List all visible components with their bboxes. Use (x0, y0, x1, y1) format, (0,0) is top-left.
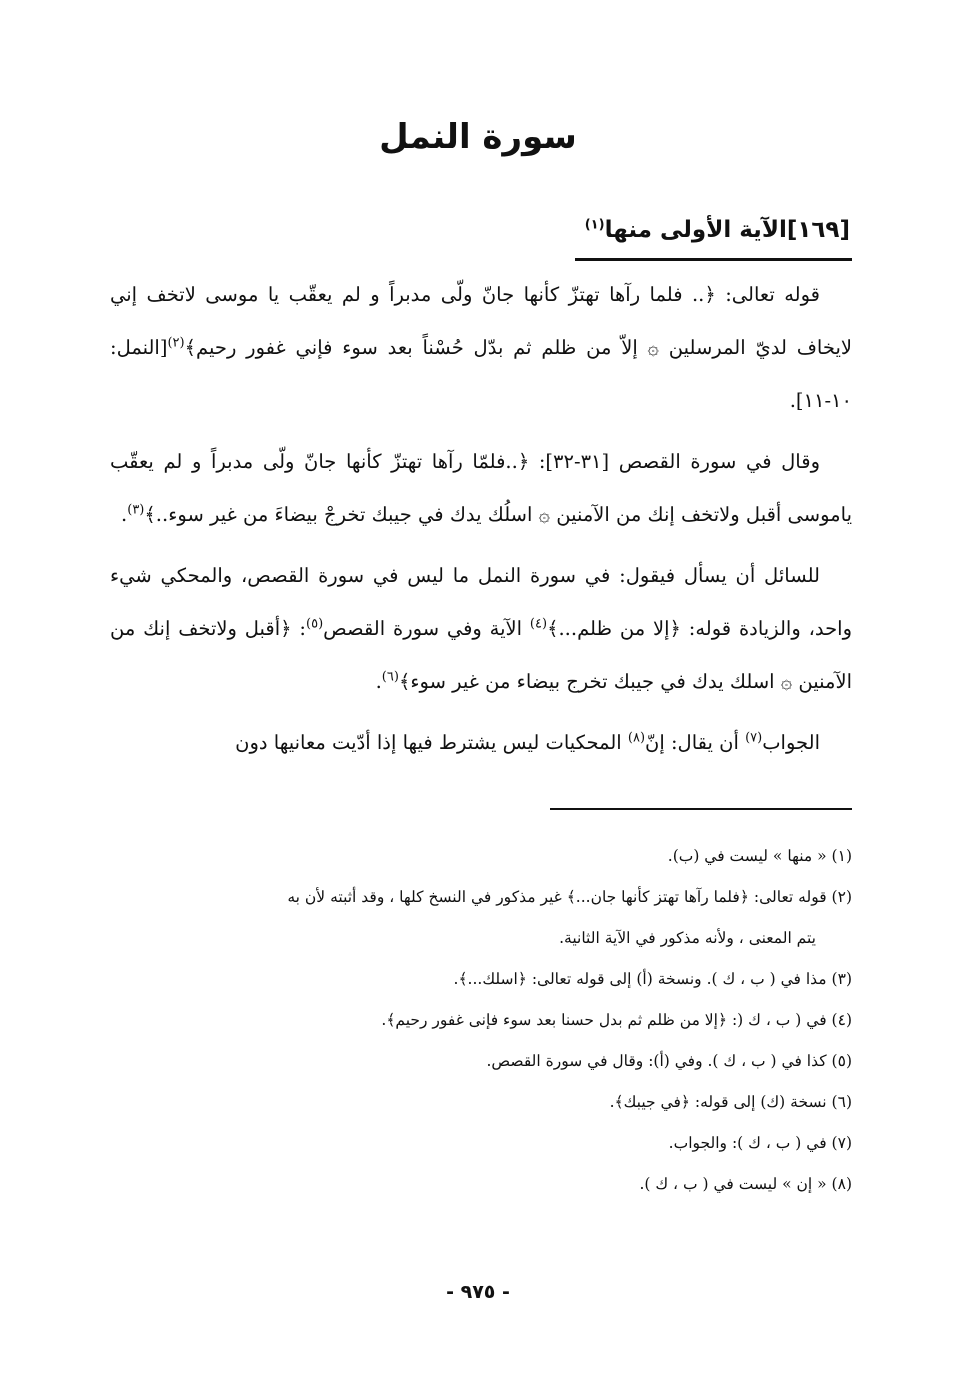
paragraph-text-cont: : ﴿أقبل ولاتخف إنك من الآمنين ۞ اسلك يدك في جيبك تخرج بيضاء من غير سوء﴾ (110, 617, 852, 693)
footnote-marker: (٨) (627, 730, 646, 746)
footnote-text: في ( ب ، ك (: ﴿إلا من ظلم ثم بدل حسنا بعد سوء فإنى غفور رحيم﴾. (381, 1011, 827, 1029)
paragraph-text-end: . (375, 670, 382, 693)
footnote-number: (١) (831, 847, 852, 865)
footnote-number: (٦) (831, 1093, 852, 1111)
verse-citation: [النمل: ١٠-١١]. (110, 336, 852, 412)
footnote-text: « إن » ليست في ( ب ، ك ). (639, 1175, 827, 1193)
footnote-5 (110, 1041, 852, 1082)
paragraph-answer (110, 716, 852, 769)
footnote-6 (110, 1082, 852, 1123)
footnote-number: (٣) (831, 970, 852, 988)
footnote-marker: (١) (584, 217, 605, 233)
paragraph-text-end: . (121, 503, 128, 526)
paragraph-text-cont: الآية وفي سورة القصص (323, 617, 530, 640)
section-heading (575, 208, 852, 261)
footnote-4 (110, 1000, 852, 1041)
footnote-text: في ( ب ، ك ): والجواب. (668, 1134, 827, 1152)
footnote-text: كذا في ( ب ، ك ). وفي (أ): وقال في سورة القصص. (486, 1052, 827, 1070)
footnote-marker: (٥) (306, 616, 324, 632)
footnotes (110, 836, 852, 1205)
section-title: الآية الأولى منها (604, 217, 787, 243)
footnote-marker: (٦) (381, 669, 399, 685)
footnote-marker: (٧) (745, 730, 763, 746)
footnote-7 (110, 1123, 852, 1164)
footnote-marker: (٢) (167, 335, 185, 351)
surah-title: سورة النمل (379, 117, 577, 157)
section-number: [١٦٩] (786, 217, 850, 243)
footnote-text: مذا في ( ب ، ك ). ونسخة (أ) إلى قوله تعالى: ﴿اسلك...﴾. (453, 970, 827, 988)
footnote-text: « منها » ليست في (ب). (667, 847, 827, 865)
paragraph-text: للسائل أن يسأل فيقول: في سورة النمل ما ليس في سورة القصص، والمحكي شيء واحد، والزيادة قوله: ﴿إلا من ظلم...﴾ (110, 564, 852, 640)
paragraph-verse-naml (110, 268, 852, 427)
footnote-1 (110, 836, 852, 877)
footnote-divider (550, 808, 852, 810)
footnote-number: (٥) (831, 1052, 852, 1070)
footnote-number: (٤) (831, 1011, 852, 1029)
paragraph-verse-qasas (110, 435, 852, 541)
footnote-2 (110, 877, 852, 918)
footnote-2-continuation: يتم المعنى ، ولأنه مذكور في الآية الثانية. (559, 929, 816, 947)
footnote-8 (110, 1164, 852, 1205)
paragraph-text-cont: أن يقال: إنّ (645, 731, 746, 754)
paragraph-text: الجواب (762, 731, 820, 754)
paragraph-question (110, 549, 852, 708)
paragraph-text: قوله تعالى: ﴿.. فلما رآها تهتزّ كأنها جانّ ولّى مدبراً و لم يعقّب يا موسى لاتخف إني لايخاف لديّ المرسلين ۞ إلاّ من ظلم ثم بدّل حُسْناً بعد سوء فإني غفور رحيم﴾ (110, 283, 852, 359)
body-text (110, 268, 852, 769)
footnote-text: قوله تعالى: ﴿فلما رآها تهتز كأنها جان...﴾ غير مذكور في النسخ كلها ، وقد أثبته لأن به (287, 888, 827, 906)
footnote-marker: (٣) (127, 502, 145, 518)
footnote-number: (٢) (831, 888, 852, 906)
paragraph-text-cont: المحكيات ليس يشترط فيها إذا أدّيت معانيها دون (235, 731, 628, 754)
page-number: - ٩٧٥ - (446, 1281, 510, 1303)
footnote-number: (٨) (831, 1175, 852, 1193)
paragraph-text: وقال في سورة القصص [٣١-٣٢]: ﴿..فلمّا رآها تهتزّ كأنها جانّ ولّى مدبراً و لم يعقّب ياموسى أقبل ولاتخف إنك من الآمنين ۞ اسلُك يدك في جيبك تخرجْ بيضاءَ من غير سوء..﴾ (110, 450, 852, 526)
footnote-3 (110, 959, 852, 1000)
footnote-text: نسخة (ك) إلى قوله: ﴿في جيبك﴾. (609, 1093, 827, 1111)
footnote-number: (٧) (831, 1134, 852, 1152)
footnote-marker: (٤) (529, 616, 548, 632)
